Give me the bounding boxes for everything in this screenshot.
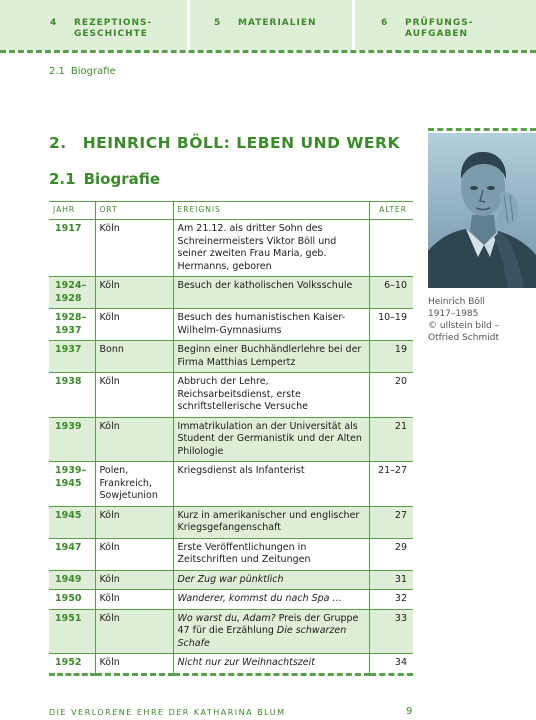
table-row xyxy=(49,309,413,341)
header-year: JAHR xyxy=(49,202,95,220)
cell-age: 10–19 xyxy=(369,309,413,341)
table-row xyxy=(49,538,413,570)
tab-pruefungsaufgaben[interactable] xyxy=(355,0,536,50)
cell-age: 34 xyxy=(369,654,413,675)
table-row xyxy=(49,341,413,373)
cell-event: Besuch der katholischen Volksschule xyxy=(173,277,369,309)
cell-year: 1917 xyxy=(49,220,95,277)
cell-year: 1928–1937 xyxy=(49,309,95,341)
cell-year: 1938 xyxy=(49,373,95,418)
cell-place: Köln xyxy=(95,220,173,277)
table-row xyxy=(49,570,413,590)
tab-number: 4 xyxy=(50,18,58,28)
header-place: ORT xyxy=(95,202,173,220)
cell-event: Abbruch der Lehre, Reichsarbeitsdienst, erste schriftstellerische Versuche xyxy=(173,373,369,418)
table-row xyxy=(49,506,413,538)
cell-age: 21 xyxy=(369,417,413,462)
biography-table xyxy=(49,201,413,676)
footer-book-title: DIE VERLORENE EHRE DER KATHARINA BLUM xyxy=(49,708,286,717)
header-divider xyxy=(0,50,536,53)
cell-event: Immatrikulation an der Universität als Student der Germanistik und der Alten Philologie xyxy=(173,417,369,462)
tab-label: PRÜFUNGS- AUFGABEN xyxy=(405,18,474,39)
cell-age: 29 xyxy=(369,538,413,570)
header-event: EREIGNIS xyxy=(173,202,369,220)
cell-event: Der Zug war pünktlich xyxy=(173,570,369,590)
cell-place: Köln xyxy=(95,417,173,462)
table-row xyxy=(49,654,413,675)
tab-label: MATERIALIEN xyxy=(238,18,317,28)
cell-age xyxy=(369,220,413,277)
tab-label: REZEPTIONS- GESCHICHTE xyxy=(74,18,153,39)
table-row xyxy=(49,609,413,654)
cell-place: Köln xyxy=(95,609,173,654)
cell-place: Köln xyxy=(95,277,173,309)
photo-divider xyxy=(428,128,536,131)
cell-event: Besuch des humanistischen Kaiser-Wilhelm-Gymnasiums xyxy=(173,309,369,341)
cell-event: Wo warst du, Adam? Preis der Gruppe 47 für die Erzählung Die schwarzen Schafe xyxy=(173,609,369,654)
cell-place: Köln xyxy=(95,654,173,675)
table-body xyxy=(49,220,413,675)
cell-year: 1952 xyxy=(49,654,95,675)
cell-place: Köln xyxy=(95,538,173,570)
table-row xyxy=(49,417,413,462)
cell-place: Polen, Frankreich, Sowjetunion xyxy=(95,462,173,507)
cell-age: 20 xyxy=(369,373,413,418)
table-header-row xyxy=(49,202,413,220)
subchapter-title: 2.1 Biografie xyxy=(49,170,161,188)
portrait-image xyxy=(428,133,536,288)
table-row xyxy=(49,373,413,418)
cell-year: 1939–1945 xyxy=(49,462,95,507)
cell-event: Erste Veröffentlichungen in Zeitschriften und Zeitungen xyxy=(173,538,369,570)
chapter-title: 2. HEINRICH BÖLL: LEBEN UND WERK xyxy=(49,134,400,152)
cell-place: Köln xyxy=(95,506,173,538)
cell-age: 6–10 xyxy=(369,277,413,309)
cell-age: 33 xyxy=(369,609,413,654)
cell-year: 1949 xyxy=(49,570,95,590)
cell-age: 32 xyxy=(369,590,413,610)
cell-event: Am 21.12. als dritter Sohn des Schreinermeisters Viktor Böll und seiner zweiten Frau Maria, geb. Hermanns, geboren xyxy=(173,220,369,277)
cell-year: 1945 xyxy=(49,506,95,538)
cell-age: 19 xyxy=(369,341,413,373)
cell-event: Beginn einer Buchhändlerlehre bei der Firma Matthias Lempertz xyxy=(173,341,369,373)
cell-year: 1937 xyxy=(49,341,95,373)
tab-number: 6 xyxy=(381,18,389,28)
cell-event: Kriegsdienst als Infanterist xyxy=(173,462,369,507)
page-number: 9 xyxy=(406,706,413,717)
cell-event: Nicht nur zur Weihnachtszeit xyxy=(173,654,369,675)
cell-place: Köln xyxy=(95,373,173,418)
cell-year: 1939 xyxy=(49,417,95,462)
cell-place: Köln xyxy=(95,309,173,341)
cell-event: Kurz in amerikanischer und englischer Kriegsgefangenschaft xyxy=(173,506,369,538)
cell-year: 1947 xyxy=(49,538,95,570)
cell-age: 27 xyxy=(369,506,413,538)
table-row xyxy=(49,277,413,309)
cell-year: 1924–1928 xyxy=(49,277,95,309)
photo-caption: Heinrich Böll 1917–1985 © ullstein bild – Otfried Schmidt xyxy=(428,297,500,343)
author-portrait xyxy=(428,133,536,288)
table-row xyxy=(49,220,413,277)
cell-age: 21–27 xyxy=(369,462,413,507)
tab-materialien[interactable] xyxy=(190,0,352,50)
cell-place: Köln xyxy=(95,590,173,610)
header-age: ALTER xyxy=(369,202,413,220)
cell-place: Köln xyxy=(95,570,173,590)
tab-rezeptionsgeschichte[interactable] xyxy=(0,0,187,50)
cell-year: 1951 xyxy=(49,609,95,654)
table-row xyxy=(49,590,413,610)
table-row xyxy=(49,462,413,507)
cell-year: 1950 xyxy=(49,590,95,610)
cell-age: 31 xyxy=(369,570,413,590)
running-section-label: 2.1 Biografie xyxy=(49,66,116,77)
chapter-tabs xyxy=(0,0,536,50)
tab-number: 5 xyxy=(214,18,222,28)
cell-event: Wanderer, kommst du nach Spa … xyxy=(173,590,369,610)
cell-place: Bonn xyxy=(95,341,173,373)
